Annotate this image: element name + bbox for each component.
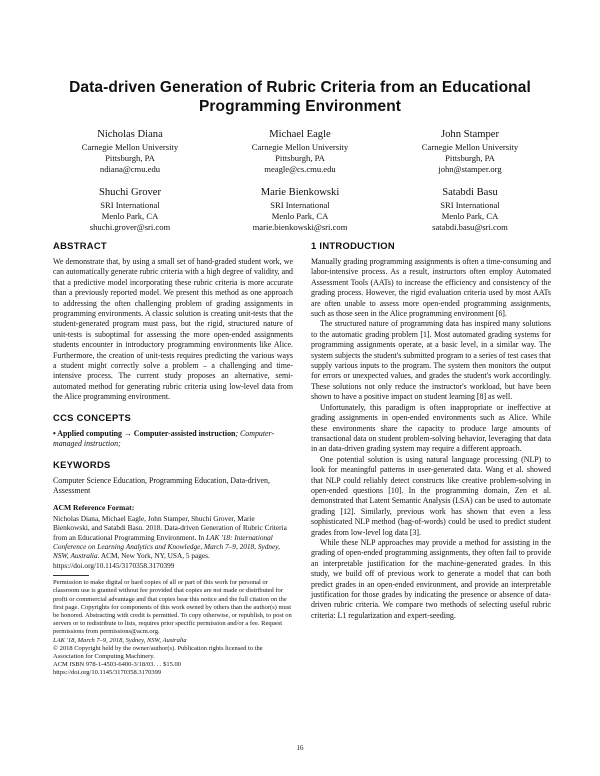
author-email: meagle@cs.cmu.edu xyxy=(264,164,336,174)
ccs-concept-bold: • Applied computing → Computer-assisted instruction xyxy=(53,428,236,438)
reference-text xyxy=(53,514,293,570)
keywords-heading: KEYWORDS xyxy=(53,458,111,470)
intro-paragraph: Unfortunately, this paradigm is often inappropriate or ineffective at grading assignments in open-ended environments such as Alice. While these environments share the capacity to produce large amounts of transactional data on student problem-solving behavior, leveraging that data in an data-driven grading system may require a different approach. xyxy=(311,402,551,454)
reference-heading: ACM Reference Format: xyxy=(53,503,135,513)
left-column xyxy=(53,240,293,678)
ccs-concept-rest: ; Computer-managed instruction; xyxy=(53,428,275,449)
author-location: Pittsburgh, PA xyxy=(445,153,495,163)
permission-block xyxy=(53,579,293,677)
permission-isbn: ACM ISBN 978-1-4503-6400-3/18/03. . . $15.00 xyxy=(53,661,182,669)
author-block xyxy=(385,186,555,233)
author-location: Menlo Park, CA xyxy=(271,211,329,221)
author-block xyxy=(385,128,555,175)
author-name: Shuchi Grover xyxy=(98,187,162,198)
right-column xyxy=(311,240,551,621)
reference-pre: Nicholas Diana, Michael Eagle, John Stamper, Shuchi Grover, Marie Bienkowski, and Satabdi Basu. 2018. Data-driven Generation of Rubric Criteria from an Educational Programming Environment. In xyxy=(53,513,287,542)
author-affiliation: SRI International xyxy=(440,200,500,210)
ccs-heading: CCS CONCEPTS xyxy=(53,411,132,423)
author-email: satabdi.basu@sri.com xyxy=(432,222,508,232)
author-email: ndiana@cmu.edu xyxy=(99,164,161,174)
author-block xyxy=(45,186,215,233)
intro-paragraph: The structured nature of programming data has inspired many solutions to the automatic grading problem [1]. Most automated grading systems for programming assignments operate, at a basic level, in a similar way. The system subjects the student's submitted program to a series of test cases that supply various inputs to the program. The system then monitors the output for errors or unexpected values, and grades the student's work accordingly. These solutions not only reduce the instructor's workload, but have been shown to have a positive impact on student learning [8] as well. xyxy=(311,319,551,402)
abstract-text: We demonstrate that, by using a small set of hand-graded student work, we can automatically generate rubric criteria with a high degree of validity, and that a predictive model incorporating these rubric criteria is more accurate than a previously reported model. We present this method as one approach to addressing the often challenging problem of grading assignments in programming environments. A classic solution is creating unit-tests that the student-generated program must pass, but the rigid, structured nature of unit-tests is suboptimal for assessing the more open-ended assignments students encounter in introductory programming environments like Alice. Furthermore, the creation of unit-tests requires predicting the various ways a student might correctly solve a problem – a challenging and time-intensive process. The current study proposes an alternative, semi-automated method for generating rubric criteria using low-level data from the Alice programming environment. xyxy=(53,257,293,402)
intro-paragraph: One potential solution is using natural language processing (NLP) to look for meaningful patterns in user-generated data. Wang et al. showed that NLP could reliably detect constructs like creative problem-solving in open-ended questions [10]. In the programming domain, Zen et al. demonstrated that Latent Semantic Analysis (LSA) can be used to automate grading [12]. Similarly, previous work has shown that even a less sophisticated NLP method (bag-of-words) could be used to predict student grades from low-level log data [3]. xyxy=(311,454,551,537)
author-block xyxy=(215,128,385,175)
author-affiliation: Carnegie Mellon University xyxy=(251,142,349,152)
introduction-heading: 1 INTRODUCTION xyxy=(311,240,395,251)
author-affiliation: Carnegie Mellon University xyxy=(421,142,519,152)
author-name: Nicholas Diana xyxy=(97,129,163,140)
permission-text: Permission to make digital or hard copies of all or part of this work for personal or classroom use is granted without fee provided that copies are not made or distributed for profit or commercial advantage and that copies bear this notice and the full citation on the first page. Copyrights for components of this work owned by others than the author(s) must be honored. Abstracting with credit is permitted. To copy otherwise, or republish, to post on servers or to redistribute to lists, requires prior specific permission and/or a fee. Request permissions from permissions@acm.org. xyxy=(53,579,292,636)
ccs-text xyxy=(53,429,293,450)
author-affiliation: SRI International xyxy=(270,200,330,210)
intro-paragraph: While these NLP approaches may provide a method for assisting in the grading of open-ended programming assignments, they often fail to provide an interpretable justification for the machine-generated grades. In this study, we build off of previous work to generate a model that can both predict grades in an open-ended environment, and provide an interpretable justification for those grades by indicating the presence or absence of data-driven rubric criteria. We compare two methods of selecting useful rubric criteria: L1 regularization and expert-seeding. xyxy=(311,537,551,620)
author-email: marie.bienkowski@sri.com xyxy=(252,222,348,232)
author-block xyxy=(215,186,385,233)
author-name: John Stamper xyxy=(441,129,499,140)
author-location: Pittsburgh, PA xyxy=(275,153,325,163)
reference-venue: LAK '18: International Conference on Learning Analytics and Knowledge, March 7–9, 2018, Sydney, NSW, Australia. xyxy=(53,532,280,561)
footnote-rule xyxy=(53,575,89,576)
permission-venue: LAK '18, March 7–9, 2018, Sydney, NSW, Australia xyxy=(53,636,187,644)
author-name: Michael Eagle xyxy=(269,129,331,140)
author-email: shuchi.grover@sri.com xyxy=(89,222,171,232)
author-name: Satabdi Basu xyxy=(442,187,498,198)
author-location: Pittsburgh, PA xyxy=(105,153,155,163)
reference-post: ACM, New York, NY, USA, 5 pages. https://doi.org/10.1145/3170358.3170399 xyxy=(53,551,210,570)
paper-title: Data-driven Generation of Rubric Criteria from an Educational Programming Environment xyxy=(69,79,531,115)
keywords-text: Computer Science Education, Programming Education, Data-driven, Assessment xyxy=(53,475,270,495)
author-name: Marie Bienkowski xyxy=(260,187,340,198)
author-affiliation: SRI International xyxy=(100,200,160,210)
author-affiliation: Carnegie Mellon University xyxy=(81,142,179,152)
author-location: Menlo Park, CA xyxy=(101,211,159,221)
author-location: Menlo Park, CA xyxy=(441,211,499,221)
author-email: john@stamper.org xyxy=(438,164,502,174)
intro-paragraph: Manually grading programming assignments is often a time-consuming and labor-intensive process. As a result, instructors often employ Automated Assessment Tools (AATs) to increase the efficiency and consistency of the grading process. However, the rigid evaluation criteria used by most AATs are often unable to assess more open-ended programming assignments, such as those seen in the Alice programming environment [6]. xyxy=(311,257,551,319)
permission-copyright: © 2018 Copyright held by the owner/author(s). Publication rights licensed to the Association for Computing Machinery. xyxy=(53,644,263,660)
page-number: 16 xyxy=(296,744,304,752)
author-block xyxy=(45,128,215,175)
abstract-heading: ABSTRACT xyxy=(53,240,107,251)
permission-doi: https://doi.org/10.1145/3170358.3170399 xyxy=(53,669,162,677)
